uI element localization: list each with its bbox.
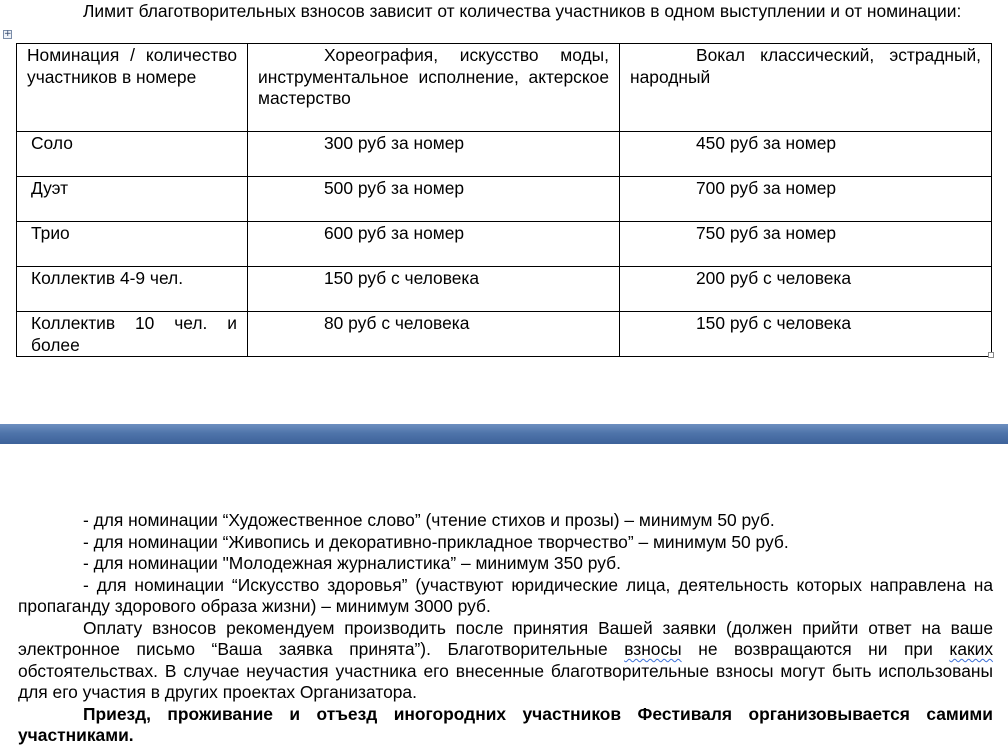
table-row (17, 312, 992, 357)
header-cell-vocal: Вокал классический, эстрадный, народный (620, 44, 992, 132)
cell-participants: Соло (17, 132, 248, 177)
table-row (17, 222, 992, 267)
payment-text: не возвращаются ни при (681, 639, 950, 659)
cell-choreography-fee (248, 132, 620, 177)
cell-choreography-fee (248, 267, 620, 312)
list-item: - для номинации “Художественное слово” (чтение стихов и прозы) – минимум 50 руб. (83, 510, 775, 530)
header-cell-nomination: Номинация / количество участников в номере (17, 44, 248, 132)
page-break-separator (0, 424, 1008, 444)
cell-choreography-fee (248, 222, 620, 267)
spellcheck-word[interactable]: взносы (624, 639, 682, 659)
table-move-handle-icon[interactable]: + (4, 29, 12, 39)
payment-text: Оплату взносов рекомендуем производить после принятия Вашей заявки (должен прийти ответ на ваше электронное письмо “Ваша заявка принята”). Благотворительные (18, 617, 993, 659)
list-item: - для номинации “Искусство здоровья” (участвуют юридические лица, деятельность которых направлена на пропаганду здорового образа жизни) – минимум 3000 руб. (18, 574, 993, 616)
table-header-row (17, 44, 992, 132)
fee-text: 150 руб с человека (324, 268, 480, 288)
fee-text: 450 руб за номер (696, 133, 837, 153)
document-page-bottom (0, 444, 1008, 746)
fee-text: 80 руб с человека (324, 313, 470, 333)
cell-choreography-fee (248, 312, 620, 357)
cell-participants: Дуэт (17, 177, 248, 222)
table-row (17, 267, 992, 312)
payment-text: обстоятельствах. В случае неучастия участника его внесенные благотворительные взносы могут быть использованы для его участия в других проектах Организатора. (18, 660, 993, 702)
body-text (18, 510, 993, 747)
fee-text: 150 руб с человека (696, 313, 852, 333)
fee-text: 200 руб с человека (696, 268, 852, 288)
fees-table (16, 43, 992, 357)
cell-participants: Коллектив 10 чел. и более (17, 312, 248, 357)
list-item: - для номинации "Молодежная журналистика” – минимум 350 руб. (83, 553, 621, 573)
intro-paragraph: Лимит благотворительных взносов зависит от количества участников в одном выступлении и от номинации: (83, 1, 962, 21)
cell-participants: Коллектив 4-9 чел. (17, 267, 248, 312)
fee-text: 500 руб за номер (324, 178, 465, 198)
table-resize-handle[interactable] (988, 352, 994, 358)
header-cell-choreography: Хореография, искусство моды, инструментальное исполнение, актерское мастерство (248, 44, 620, 132)
fee-text: 300 руб за номер (324, 133, 465, 153)
fee-text: 600 руб за номер (324, 223, 465, 243)
table-row (17, 132, 992, 177)
cell-choreography-fee (248, 177, 620, 222)
cell-participants: Трио (17, 222, 248, 267)
list-item: - для номинации “Живопись и декоративно-прикладное творчество” – минимум 50 руб. (83, 531, 789, 552)
cell-vocal-fee (620, 132, 992, 177)
cell-vocal-fee (620, 177, 992, 222)
cell-vocal-fee (620, 312, 992, 357)
arrival-paragraph: Приезд, проживание и отъезд иногородних участников Фестиваля организовывается самими участниками. (18, 703, 993, 745)
cell-vocal-fee (620, 267, 992, 312)
payment-paragraph (18, 618, 993, 704)
fee-text: 700 руб за номер (696, 178, 837, 198)
spellcheck-word[interactable]: каких (949, 639, 994, 659)
fee-text: 750 руб за номер (696, 223, 837, 243)
table-row (17, 177, 992, 222)
cell-vocal-fee (620, 222, 992, 267)
